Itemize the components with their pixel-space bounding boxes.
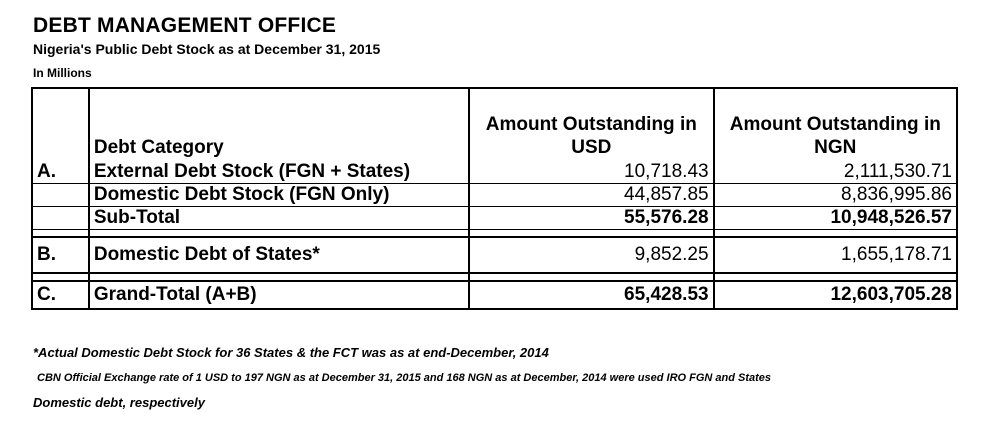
row-ngn: 2,111,530.71 <box>714 161 957 184</box>
table-divider <box>32 273 957 281</box>
table-header-row <box>32 88 957 161</box>
table-row <box>32 237 957 273</box>
row-letter: C. <box>32 281 89 309</box>
row-usd: 10,718.43 <box>469 161 714 184</box>
row-usd: 65,428.53 <box>469 281 714 309</box>
header-category: Debt Category <box>89 88 469 161</box>
header-ngn: Amount Outstanding in NGN <box>714 88 957 161</box>
row-category: External Debt Stock (FGN + States) <box>89 161 469 184</box>
table-row-grand-total <box>32 281 957 309</box>
row-ngn: 8,836,995.86 <box>714 184 957 207</box>
table-row <box>32 161 957 184</box>
page-subtitle: Nigeria's Public Debt Stock as at December 31, 2015 <box>33 41 381 57</box>
table-row <box>32 184 957 207</box>
units-label: In Millions <box>33 66 92 80</box>
table-row-subtotal <box>32 207 957 230</box>
debt-table <box>31 87 958 310</box>
row-letter: B. <box>32 237 89 273</box>
header-usd: Amount Outstanding in USD <box>469 88 714 161</box>
footnote-exchange-rate-cont: Domestic debt, respectively <box>33 395 205 410</box>
row-ngn: 10,948,526.57 <box>714 207 957 230</box>
row-usd: 44,857.85 <box>469 184 714 207</box>
table-divider <box>32 230 957 238</box>
row-ngn: 1,655,178.71 <box>714 237 957 273</box>
header-letter-cell <box>32 88 89 161</box>
row-category: Grand-Total (A+B) <box>89 281 469 309</box>
page-title: DEBT MANAGEMENT OFFICE <box>33 14 337 37</box>
footnote-states: *Actual Domestic Debt Stock for 36 States & the FCT was as at end-December, 2014 <box>33 345 549 360</box>
row-usd: 9,852.25 <box>469 237 714 273</box>
row-letter: A. <box>32 161 89 184</box>
row-category: Domestic Debt of States* <box>89 237 469 273</box>
row-category: Sub-Total <box>89 207 469 230</box>
footnote-exchange-rate: CBN Official Exchange rate of 1 USD to 197 NGN as at December 31, 2015 and 168 NGN as at December, 2014 were used IRO FGN and States <box>37 372 772 384</box>
row-ngn: 12,603,705.28 <box>714 281 957 309</box>
row-usd: 55,576.28 <box>469 207 714 230</box>
row-category: Domestic Debt Stock (FGN Only) <box>89 184 469 207</box>
row-letter <box>32 207 89 230</box>
row-letter <box>32 184 89 207</box>
